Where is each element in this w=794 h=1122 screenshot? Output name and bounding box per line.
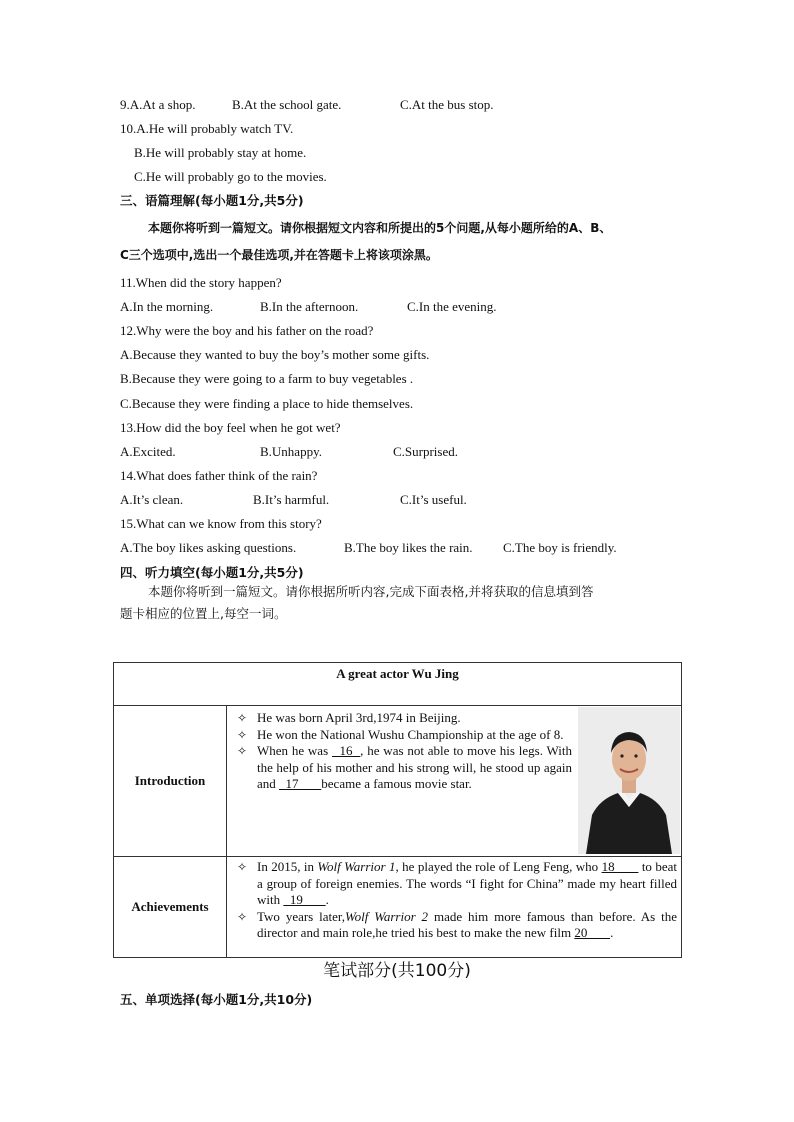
q11-option-c: C.In the evening. — [407, 299, 497, 314]
intro-text-2: He won the National Wushu Championship at the age of 8. — [257, 726, 564, 742]
section3-instruction-line1: 本题你将听到一篇短文。请你根据短文内容和所提出的5个问题,从每小题所给的A、B、 — [148, 221, 612, 235]
q14-option-b: B.It’s harmful. — [253, 492, 330, 507]
q9-row — [120, 97, 195, 113]
q11-question: 11.When did the story happen? — [120, 275, 282, 290]
intro-bullet-1 — [227, 710, 572, 727]
bullet-icon: ✧ — [236, 727, 248, 742]
q9-option-a-text: A.At a shop. — [129, 97, 196, 112]
introduction-content — [227, 706, 682, 857]
q15-question: 15.What can we know from this story? — [120, 516, 322, 531]
q9-option-a: 9. — [120, 97, 130, 112]
blank-16[interactable]: 16 — [331, 743, 361, 758]
q11-option-a: A.In the morning. — [120, 299, 214, 314]
actor-photo — [578, 707, 680, 854]
bullet-icon: ✧ — [236, 860, 248, 874]
section5-heading: 五、单项选择(每小题1分,共10分) — [120, 992, 313, 1007]
table-title: A great actor Wu Jing — [114, 663, 682, 706]
intro-bullet-2 — [227, 727, 572, 744]
intro-text-3: When he was 16 , he was not able to move his legs. With the help of his mother and his strong will, he stood up again and 17 became a famous movie star. — [257, 743, 572, 791]
bullet-icon: ✧ — [236, 909, 248, 924]
film-title-1: Wolf Warrior 1 — [317, 859, 396, 874]
bullet-icon: ✧ — [236, 744, 248, 758]
section4-instruction-line1: 本题你将听到一篇短文。请你根据所听内容,完成下面表格,并将获取的信息填到答 — [148, 584, 594, 599]
q12-option-b: B.Because they were going to a farm to buy vegetables . — [120, 371, 414, 386]
q14-option-a: A.It’s clean. — [120, 492, 184, 507]
q12-option-a: A.Because they wanted to buy the boy’s mother some gifts. — [120, 347, 430, 362]
section4-heading: 四、听力填空(每小题1分,共5分) — [120, 565, 304, 580]
introduction-label: Introduction — [114, 706, 227, 857]
q9-option-b: B.At the school gate. — [232, 97, 342, 112]
section3-heading: 三、语篇理解(每小题1分,共5分) — [120, 193, 304, 208]
q10-option-a: 10.A.He will probably watch TV. — [120, 121, 294, 136]
q14-question: 14.What does father think of the rain? — [120, 468, 318, 483]
ach-text-2: Two years later,Wolf Warrior 2 made him more famous than before. As the director and main role,he tried his best to make the new film 20 . — [257, 908, 678, 940]
q13-option-b: B.Unhappy. — [260, 444, 322, 459]
q11-option-b: B.In the afternoon. — [260, 299, 359, 314]
section3-instruction-line2: C三个选项中,选出一个最佳选项,并在答题卡上将该项涂黑。 — [120, 248, 438, 262]
q12-option-c: C.Because they were finding a place to hide themselves. — [120, 396, 414, 411]
q13-option-a: A.Excited. — [120, 444, 176, 459]
q15-option-c: C.The boy is friendly. — [503, 540, 617, 555]
ach-bullet-1 — [227, 859, 677, 909]
ach-text-1: In 2015, in Wolf Warrior 1, he played the role of Leng Feng, who 18 to beat a group of foreign enemies. The words “I fight for China” made my heart filled with 19 . — [257, 859, 677, 907]
blank-17[interactable]: 17 — [279, 776, 322, 791]
q14-option-c: C.It’s useful. — [400, 492, 467, 507]
blank-18[interactable]: 18 — [601, 859, 639, 874]
intro-bullet-3 — [227, 743, 572, 793]
film-title-2: Wolf Warrior 2 — [344, 908, 429, 924]
q13-question: 13.How did the boy feel when he got wet? — [120, 420, 341, 435]
achievements-label: Achievements — [114, 857, 227, 958]
actor-portrait-image — [578, 707, 680, 854]
ach-bullet-2 — [227, 909, 677, 942]
q12-question: 12.Why were the boy and his father on the road? — [120, 323, 374, 338]
section4-instruction-line2: 题卡相应的位置上,每空一词。 — [120, 606, 287, 621]
q10-option-c: C.He will probably go to the movies. — [134, 169, 327, 184]
blank-19[interactable]: 19 — [283, 892, 326, 907]
intro-text-1: He was born April 3rd,1974 in Beijing. — [257, 710, 461, 725]
q15-option-a: A.The boy likes asking questions. — [120, 540, 297, 555]
q13-option-c: C.Surprised. — [393, 444, 458, 459]
written-part-title: 笔试部分(共100分) — [323, 961, 471, 981]
blank-20[interactable]: 20 — [574, 925, 611, 940]
info-table — [113, 662, 682, 958]
achievements-content — [227, 857, 682, 958]
bullet-icon: ✧ — [236, 711, 248, 725]
q10-option-b: B.He will probably stay at home. — [134, 145, 307, 160]
q9-option-c: C.At the bus stop. — [400, 97, 494, 112]
q15-option-b: B.The boy likes the rain. — [344, 540, 473, 555]
